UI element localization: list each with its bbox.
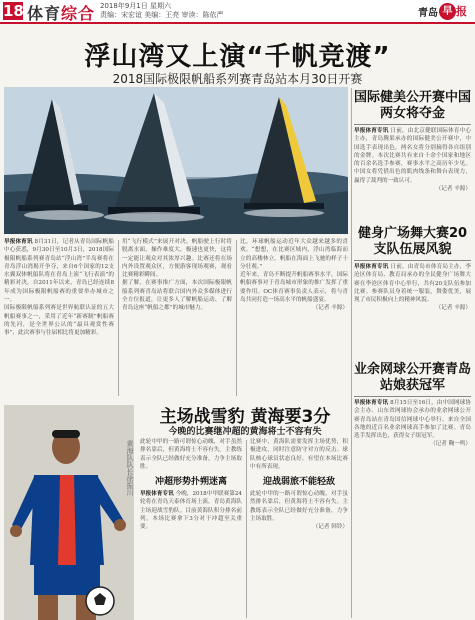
paragraph-text: 今晚，2018中甲联赛第24轮将在青岛天泰体育场上演，青岛黄海队主场迎战雪豹队。目前黄海队积分排名前列，本场比赛拿下3分对于冲超至关重要。 (140, 491, 242, 531)
paragraph-text: 国际极限帆船系列赛是世界航联认证的五大帆船赛事之一，采用了近年“新赛制”帆船赛的先河，是全世界公认的“最具观赏性赛事”，此次赛事与往届相比将更加精彩。 (4, 305, 114, 337)
side-story-1 (354, 90, 471, 225)
second-col-2-para-2 (250, 490, 348, 523)
lead-col-3-para-1 (240, 238, 348, 271)
second-sign: （记者 韩铃） (312, 524, 348, 531)
lead-col-2-para-1 (122, 238, 232, 279)
byline: 早报体育专讯 (354, 400, 389, 406)
second-col-2-para (250, 438, 348, 471)
date-line: 2018年9月1日 星期六 (100, 2, 171, 10)
footballer-illustration (4, 405, 134, 620)
second-col-1-para (140, 438, 242, 471)
paragraph-text: 此轮中甲的一路可谓惊心动魄，对手虽然排名靠后，但黄海将士不容有失。主教练表示全队已经做好充分准备，力争主场取胜。 (250, 491, 348, 523)
side-story-3 (354, 362, 471, 609)
kicker-1: 冲超形势扑朔迷离 (154, 477, 227, 488)
side-story-1-body (354, 127, 471, 225)
side-story-3-body (354, 399, 471, 609)
rule (354, 124, 471, 125)
kicker-2: 迎战弱旅不能轻敌 (262, 477, 335, 488)
sailing-photo (4, 87, 348, 234)
lead-col-2 (122, 238, 232, 398)
paragraph-text: 比，环球帆船运动近年大众越来越多的喜欢。“想想，在比赛区域内，浮山湾临海而立的高楼林立，帆船在海面上飞驰的样子十分壮观。” (240, 239, 348, 270)
lead-col-1-para-2 (4, 304, 114, 337)
side-story-2 (354, 226, 471, 361)
byline: 早报体育专讯 (354, 264, 389, 270)
second-subhead: 今晚的比赛继冲超的黄海将士不容有失 (168, 427, 322, 437)
side-story-2-sign: （记者 辛源） (435, 305, 471, 312)
rule (354, 260, 471, 261)
paragraph-text: 8月31日，记者从青岛国际帆船中心获悉，9月30日至10月3日，2018国际极限帆船系列赛青岛站“浮山湾”半岛赛将在青岛浮山湾揭开争夺，来自6个国家的12支水翼双体帆船队将在青岛上演“飞行表演”的精彩对决。自2011年以来，青岛已经连续8年成为国际极限帆船赛的重要举办城市之一。 (4, 239, 114, 304)
side-story-1-para (354, 127, 471, 185)
second-headline: 主场战雪豹 黄海要3分 (159, 407, 331, 427)
side-story-1-sign: （记者 辛源） (435, 186, 471, 193)
paragraph-text: 近年来，青岛不断提升帆船赛事水平，国际帆船赛事对于青岛城市形象的推广发挥了重要作用。OC体育赛事负责人表示，将与青岛共同打造一场高水平的帆船盛宴。 (240, 272, 348, 304)
section-title (27, 1, 95, 24)
byline: 早报体育专讯 (140, 491, 174, 498)
lead-col-2-para-2 (122, 279, 232, 312)
editor-line: 责编：宋宏谊 美编：王亮 审读：陈依严 (100, 11, 224, 19)
lead-col-1 (4, 238, 114, 398)
catamaran-illustration (4, 87, 348, 234)
column-divider (246, 440, 247, 618)
rule (354, 396, 471, 397)
page-number: 18 (3, 2, 24, 20)
paragraph-text: 日前，由北京健联国际体育中心主办，青岛腾果承办的国际健美公开赛中，中国选手表现出色，两名女将分别摘得各自组别的金牌。本次比赛共有来自十余个国家和地区的百余名选手参赛，赛事水平之高历年少见。中国女将凭借出色的肌肉线条和舞台表现力，赢得了裁判的一致认可。 (354, 128, 471, 184)
paragraph-text: 比赛中，黄海队需要发挥主场优势，积极进攻，同时注意防守对方的反击。球队核心球员状态良好，有望在本场比赛中有所表现。 (250, 439, 348, 470)
paragraph-text: 据了解，在赛事推广方面，本次国际极限帆船系列赛青岛站将联合国内外众多媒体进行全方位报道，让更多人了解帆船运动、了解青岛这座“帆船之都”的城市魅力。 (122, 280, 232, 312)
photo-caption: 黄海队队长徐振川 (126, 440, 134, 496)
section-main: 体育 (27, 4, 62, 23)
column-divider (236, 240, 237, 396)
side-story-1-title: 国际健美公开赛中国两女将夺金 (354, 90, 472, 121)
side-story-2-body (354, 263, 471, 361)
paragraph-text: 8月15日至16日，由中国网球协会主办、山东省网球协会承办的业余网球公开赛青岛站在青岛国信网球中心举行。来自全国各地的近百名业余网球高手参加了比赛。青岛选手发挥出色，获得女子组冠军。 (354, 400, 471, 440)
sidebar-divider (351, 88, 352, 618)
section-accent: 综合 (61, 4, 96, 23)
lead-col-3-para-2 (240, 271, 348, 304)
second-col-1-para-2 (140, 490, 242, 531)
lead-col-3 (240, 238, 348, 398)
newspaper-logo (418, 2, 467, 20)
lead-sign: （记者 辛源） (312, 305, 348, 312)
byline: 早报体育专讯 (354, 128, 389, 134)
lead-col-1-para-1 (4, 238, 114, 304)
page-header (0, 0, 475, 24)
logo-circle: 早 (439, 3, 456, 20)
side-story-3-sign: （记者 鞠一鸣） (430, 441, 471, 448)
logo-left: 青岛 (418, 7, 438, 19)
side-story-3-title: 业余网球公开赛青岛站娘获冠军 (354, 362, 472, 393)
paragraph-text: 日前，由青岛市体育局主办，李沧区体育局、教育局承办的全民健身广场舞大赛在李沧区体育中心举行，共有20支队伍参加比赛。参赛队员身着统一服装，舞姿优美，展现了市民积极向上的精神风貌。 (354, 264, 471, 304)
issue-meta (100, 2, 223, 20)
paragraph-text: 此轮中甲的一路可谓惊心动魄，对手虽然排名靠后，但黄海将士不容有失。主教练表示全队已经做好充分准备，力争主场取胜。 (140, 439, 242, 470)
logo-right: 报 (456, 5, 467, 18)
side-story-2-para (354, 263, 471, 304)
column-divider (118, 240, 119, 396)
side-story-3-para (354, 399, 471, 440)
lead-subhead: 2018国际极限帆船系列赛青岛站本月30日开赛 (112, 72, 363, 86)
second-col-2 (250, 438, 348, 620)
byline: 早报体育讯 (4, 239, 33, 245)
side-story-2-title: 健身广场舞大赛20支队伍展风貌 (357, 226, 468, 257)
footballer-photo (4, 405, 134, 620)
paragraph-text: 用“飞行模式”来展开对决。帆船驶上行时将脱离水面，操作难度大，极速也更快，这将一定能让观众对其浓厚兴趣。比赛还将在场内外设置观众区，方便游客现场观赛，观看比赛精彩瞬间。 (122, 239, 232, 279)
lead-headline: 浮山湾又上演“千帆竞渡” (84, 42, 391, 72)
second-col-1 (140, 438, 242, 620)
